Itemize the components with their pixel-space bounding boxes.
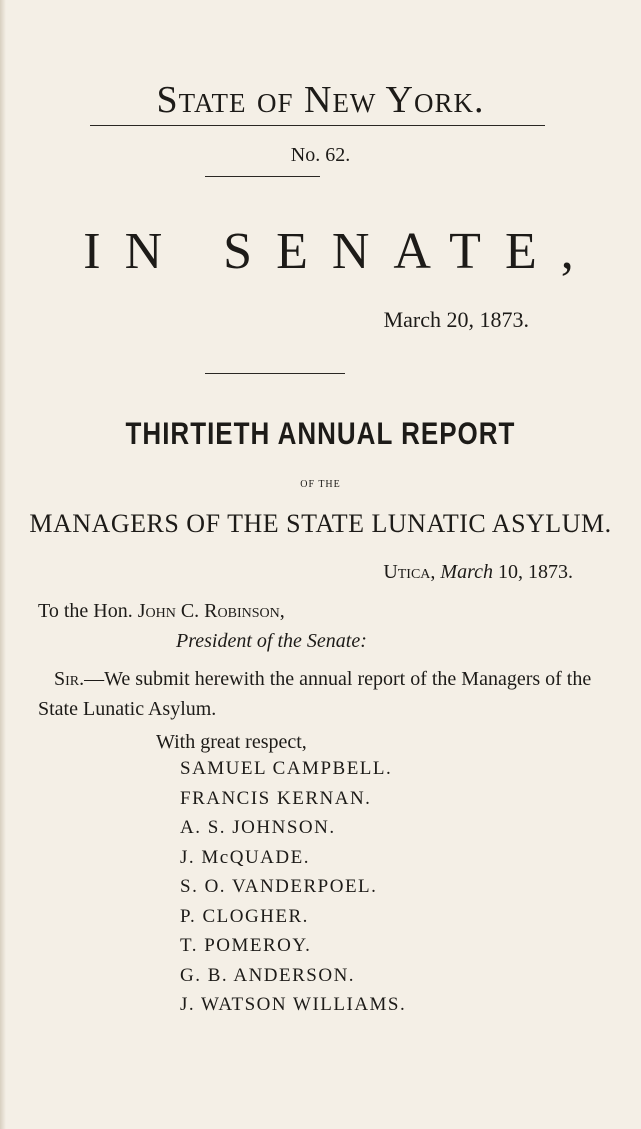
signatory: G. B. ANDERSON.	[180, 964, 356, 986]
dateline-day-year: 10, 1873.	[498, 561, 573, 583]
signatory: SAMUEL CAMPBELL.	[180, 758, 393, 779]
section-rule	[205, 373, 345, 374]
report-number: No. 62.	[290, 144, 351, 166]
report-title: THIRTIETH ANNUAL REPORT	[125, 414, 516, 452]
report-subject: MANAGERS OF THE STATE LUNATIC ASYLUM.	[29, 509, 612, 538]
signatory: P. CLOGHER.	[180, 905, 309, 927]
state-title: State of New York.	[156, 79, 485, 121]
addressee-prefix: To the Hon.	[38, 600, 133, 622]
addressee-title: President of the Senate:	[176, 630, 367, 652]
letter-salutation: Sir.	[54, 668, 85, 690]
header-rule	[90, 125, 545, 126]
signatory: S. O. VANDERPOEL.	[180, 876, 378, 897]
letter-text: —We submit herewith the annual report of the Managers of the State Lunatic Asylum.	[38, 668, 592, 720]
letter-body	[38, 664, 612, 724]
letter-addressee	[38, 600, 285, 623]
signatory: A. S. JOHNSON.	[180, 817, 336, 838]
dateline-place: Utica,	[383, 561, 436, 583]
signatory: J. McQUADE.	[180, 846, 310, 868]
signatory: J. WATSON WILLIAMS.	[180, 994, 407, 1015]
chamber-title: IN SENATE,	[83, 223, 598, 280]
dateline-month: March	[440, 561, 493, 583]
signatory: T. POMEROY.	[180, 935, 312, 956]
senate-date: March 20, 1873.	[383, 307, 529, 332]
letter-dateline	[383, 561, 573, 584]
letter-closing: With great respect,	[156, 731, 307, 753]
page-edge-shadow	[0, 0, 6, 1129]
signatory-list	[180, 758, 406, 1024]
report-of-the: OF THE	[300, 479, 341, 490]
number-rule	[205, 176, 320, 177]
addressee-name: John C. Robinson,	[137, 600, 285, 622]
signatory: FRANCIS KERNAN.	[180, 787, 372, 809]
